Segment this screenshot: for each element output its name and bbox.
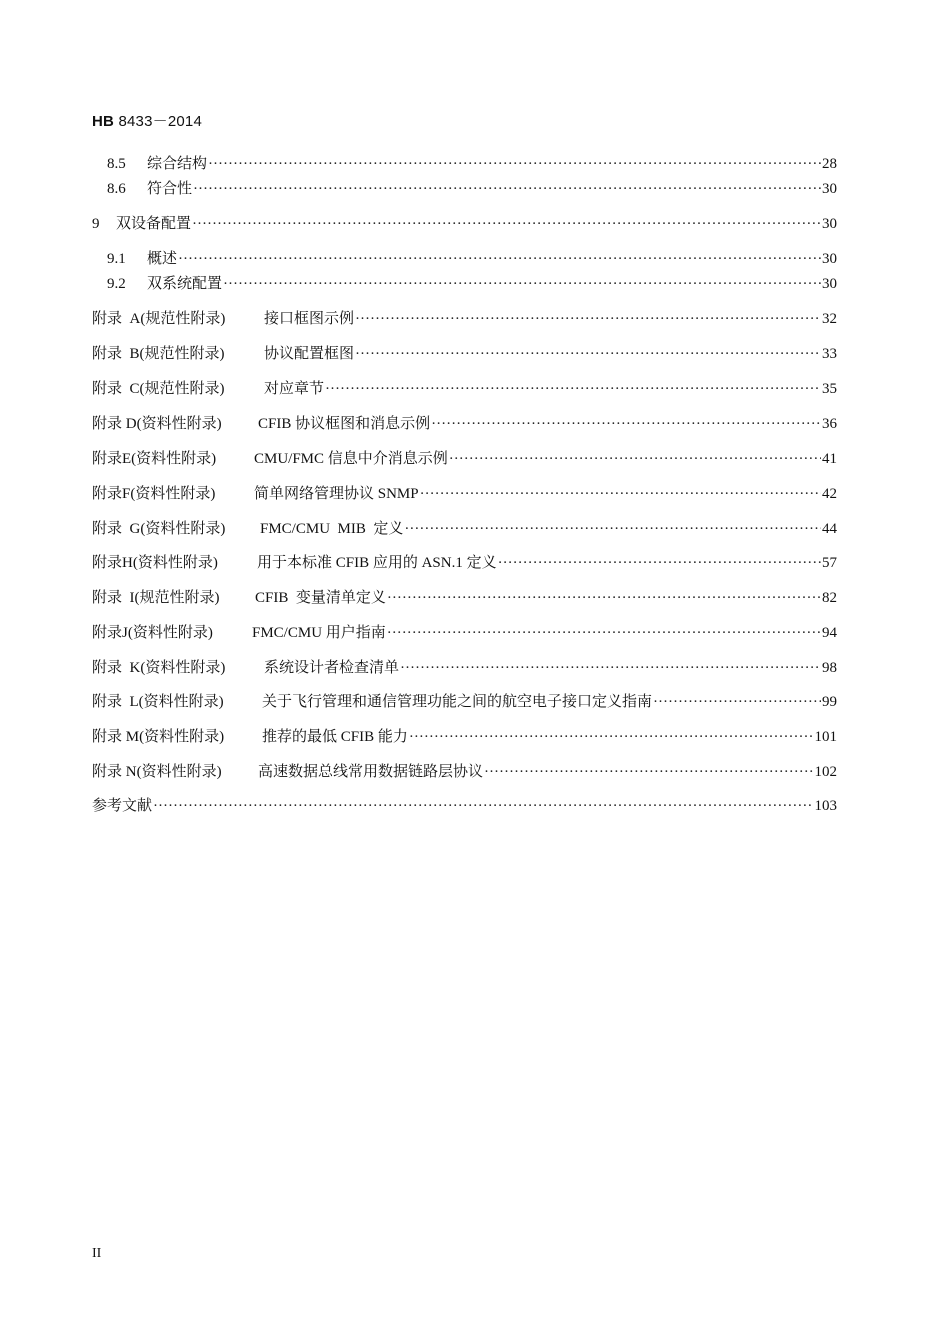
dot-leader: [192, 214, 821, 234]
toc-entry-page: 32: [822, 311, 837, 327]
standard-number: 8433－2014: [118, 113, 202, 130]
toc-entry-number: 附录 C(规范性附录): [92, 381, 225, 397]
toc-entry-page: 36: [822, 416, 837, 432]
dot-leader: [653, 692, 821, 712]
dot-leader: [325, 379, 821, 399]
toc-entry-title: 系统设计者检查清单: [264, 660, 400, 676]
toc-entry-title: 对应章节: [264, 381, 325, 397]
toc-entry-appendix-g[interactable]: [92, 519, 837, 539]
toc-entry-number: 附录 K(资料性附录): [92, 660, 226, 676]
toc-entry-title: CFIB 变量清单定义: [255, 590, 386, 606]
toc-entry[interactable]: [92, 214, 837, 234]
toc-entry-number: 附录 B(规范性附录): [92, 346, 225, 362]
toc-entry-page: 30: [822, 216, 837, 232]
toc-entry-title: 符合性: [147, 181, 193, 197]
toc-entry-number: 9.1: [107, 251, 126, 267]
toc-entry-number: 附录 A(规范性附录): [92, 311, 226, 327]
toc-entry-title: 双设备配置: [116, 216, 192, 232]
toc-entry-number: 8.5: [107, 156, 126, 172]
toc-entry-page: 44: [822, 521, 837, 537]
dot-leader: [178, 249, 821, 269]
toc-entry-title: CMU/FMC 信息中介消息示例: [254, 451, 448, 467]
toc-entry-title: 关于飞行管理和通信管理功能之间的航空电子接口定义指南: [262, 694, 653, 710]
toc-entry-number: 8.6: [107, 181, 126, 197]
toc-entry-number: 附录 N(资料性附录): [92, 764, 222, 780]
toc-entry-number: 附录 G(资料性附录): [92, 521, 226, 537]
toc-entry-title: 参考文献: [92, 798, 153, 814]
toc-entry-appendix-i[interactable]: [92, 588, 837, 608]
dot-leader: [223, 274, 821, 294]
toc-entry-page: 102: [814, 764, 837, 780]
toc-entry-number: 9.2: [107, 276, 126, 292]
toc-entry-number: 附录 I(规范性附录): [92, 590, 220, 606]
dot-leader: [498, 553, 821, 573]
toc-entry-appendix-f[interactable]: [92, 484, 837, 504]
toc-entry-title: 简单网络管理协议 SNMP: [254, 486, 419, 502]
toc-entry-page: 82: [822, 590, 837, 606]
toc-entry-appendix-k[interactable]: [92, 658, 837, 678]
toc-entry-title: CFIB 协议框图和消息示例: [258, 416, 431, 432]
dot-leader: [400, 658, 821, 678]
toc-entry-title: 综合结构: [147, 156, 208, 172]
toc-entry-appendix-b[interactable]: [92, 344, 837, 364]
toc-entry-appendix-e[interactable]: [92, 449, 837, 469]
dot-leader: [404, 519, 821, 539]
toc-entry-page: 94: [822, 625, 837, 641]
toc-entry-title: FMC/CMU MIB 定义: [260, 521, 404, 537]
toc-entry-page: 101: [814, 729, 837, 745]
dot-leader: [409, 727, 814, 747]
toc-entry-appendix-l[interactable]: [92, 692, 837, 712]
toc-entry-number: 附录 M(资料性附录): [92, 729, 225, 745]
toc-entry-number: 附录E(资料性附录): [92, 451, 217, 467]
toc-entry-number: 附录H(资料性附录): [92, 555, 218, 571]
toc-entry-title: 用于本标准 CFIB 应用的 ASN.1 定义: [257, 555, 497, 571]
dot-leader: [208, 154, 821, 174]
toc-entry[interactable]: [107, 249, 837, 269]
toc-entry-appendix-h[interactable]: [92, 553, 837, 573]
dot-leader: [355, 344, 821, 364]
dot-leader: [193, 179, 821, 199]
toc-entry-page: 30: [822, 276, 837, 292]
toc-entry-page: 42: [822, 486, 837, 502]
toc-entry-appendix-j[interactable]: [92, 623, 837, 643]
toc-entry-page: 98: [822, 660, 837, 676]
toc-entry-page: 30: [822, 181, 837, 197]
toc-entry-appendix-a[interactable]: [92, 309, 837, 329]
toc-entry-references[interactable]: [92, 796, 837, 816]
toc-entry-page: 30: [822, 251, 837, 267]
toc-entry-title: 推荐的最低 CFIB 能力: [262, 729, 408, 745]
toc-entry-page: 28: [822, 156, 837, 172]
toc-entry-number: 附录 D(资料性附录): [92, 416, 222, 432]
toc-entry-title: 双系统配置: [147, 276, 223, 292]
page-number: II: [92, 1246, 102, 1261]
dot-leader: [387, 588, 821, 608]
dot-leader: [355, 309, 821, 329]
toc-entry-page: 99: [822, 694, 837, 710]
toc-entry-page: 103: [814, 798, 837, 814]
dot-leader: [387, 623, 821, 643]
dot-leader: [449, 449, 821, 469]
toc-entry-title: 接口框图示例: [264, 311, 355, 327]
toc-entry-number: 附录J(资料性附录): [92, 625, 213, 641]
toc-entry[interactable]: [107, 154, 837, 174]
toc-entry-number: 附录F(资料性附录): [92, 486, 216, 502]
toc-entry-appendix-m[interactable]: [92, 727, 837, 747]
toc-entry-appendix-d[interactable]: [92, 414, 837, 434]
toc-entry-number: 附录 L(资料性附录): [92, 694, 224, 710]
toc-entry-number: 9: [92, 216, 100, 232]
dot-leader: [431, 414, 821, 434]
dot-leader: [153, 796, 813, 816]
dot-leader: [484, 762, 813, 782]
toc-entry-title: 概述: [147, 251, 178, 267]
toc-entry-page: 35: [822, 381, 837, 397]
toc-entry-page: 33: [822, 346, 837, 362]
standard-code: HB: [92, 113, 115, 130]
dot-leader: [420, 484, 821, 504]
toc-entry-title: FMC/CMU 用户指南: [252, 625, 386, 641]
toc-entry-page: 57: [822, 555, 837, 571]
toc-entry-title: 高速数据总线常用数据链路层协议: [258, 764, 484, 780]
toc-entry[interactable]: [107, 179, 837, 199]
toc-entry[interactable]: [107, 274, 837, 294]
toc-entry-page: 41: [822, 451, 837, 467]
document-header: [92, 110, 202, 131]
toc-entry-appendix-c[interactable]: [92, 379, 837, 399]
toc-entry-title: 协议配置框图: [264, 346, 355, 362]
toc-entry-appendix-n[interactable]: [92, 762, 837, 782]
